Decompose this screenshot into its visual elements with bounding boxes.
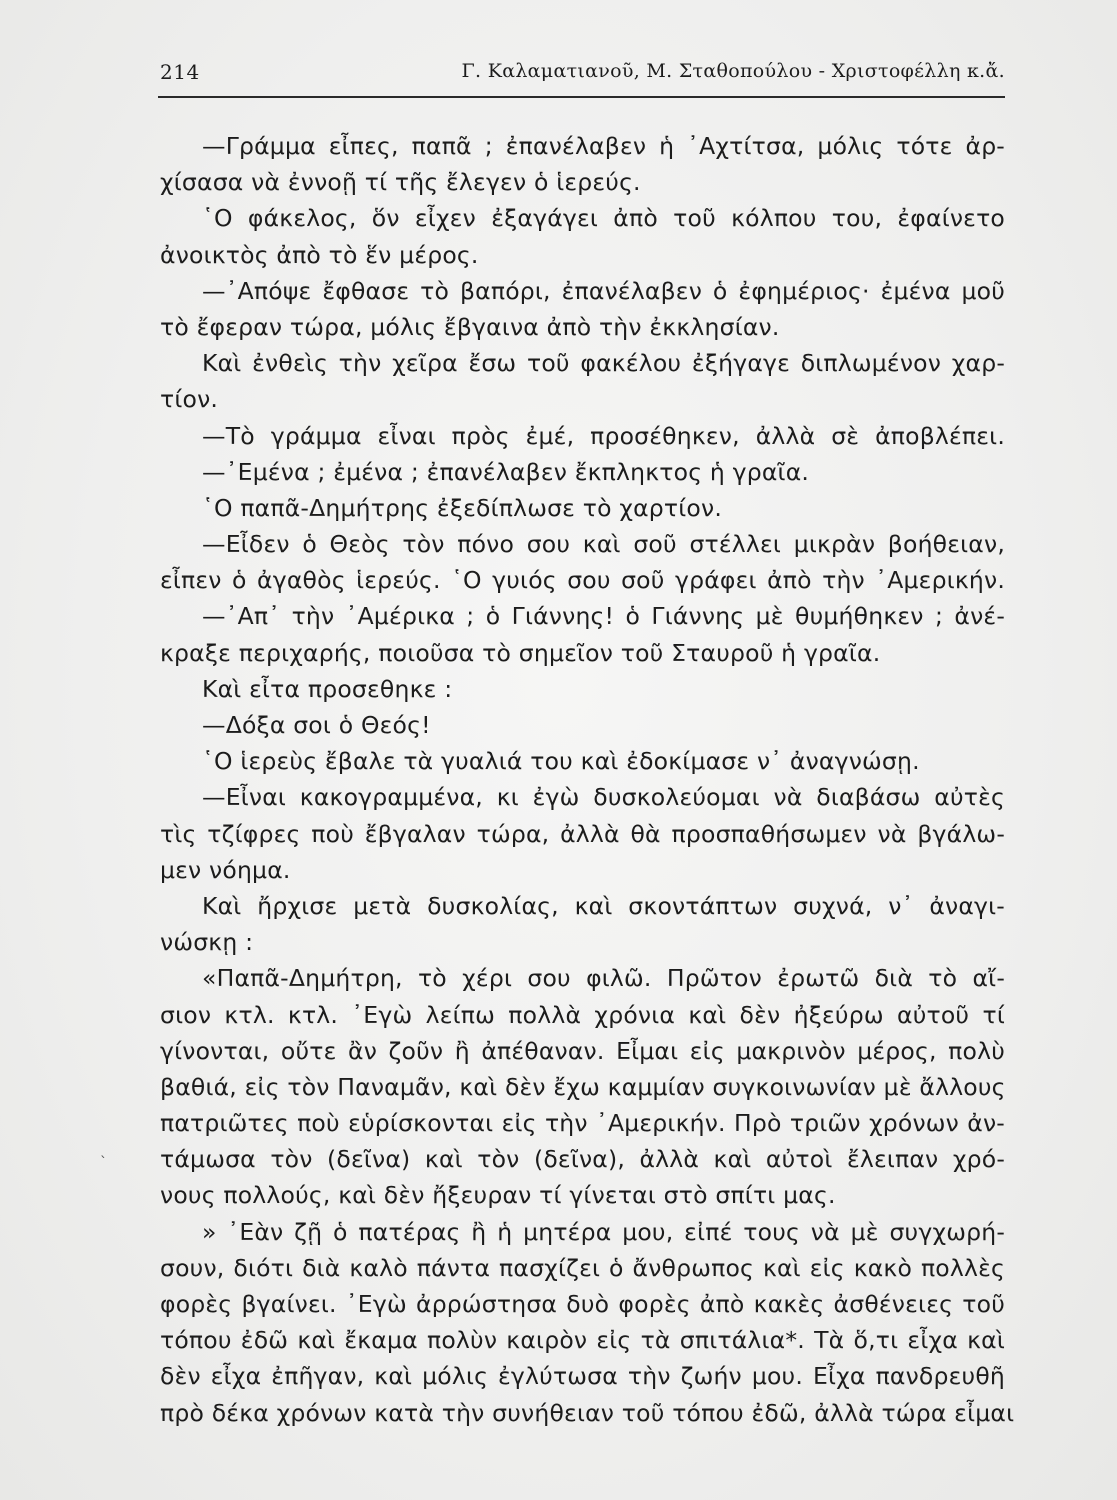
page-header	[160, 56, 1005, 90]
text-line: —᾿Εμένα ; ἐμένα ; ἐπανέλαβεν ἔκπληκτος ἡ γραῖα.	[202, 457, 810, 486]
text-line: γίνονται, οὔτε ἂν ζοῦν ἢ ἀπέθαναν. Εἶμαι εἰς μακρινὸν μέρος, πολὺ	[160, 1036, 1005, 1065]
text-line: ἀνοικτὸς ἀπὸ τὸ ἕν μέρος.	[160, 240, 479, 269]
stray-mark: `	[100, 1155, 107, 1171]
text-line: κραξε περιχαρής, ποιοῦσα τὸ σημεῖον τοῦ Σταυροῦ ἡ γραῖα.	[160, 638, 881, 667]
text-line: Καὶ ἤρχισε μετὰ δυσκολίας, καὶ σκοντάπτων συχνά, ν᾿ ἀναγι-	[202, 891, 1005, 920]
text-line: εἶπεν ὁ ἀγαθὸς ἱερεύς. ῾Ο γυιός σου σοῦ γράφει ἀπὸ τὴν ᾿Αμερικήν.	[160, 566, 1005, 595]
text-line: βαθιά, εἰς τὸν Παναμᾶν, καὶ δὲν ἔχω καμμίαν συγκοινωνίαν μὲ ἄλλους	[160, 1072, 1006, 1101]
text-line: νώσκῃ :	[160, 928, 254, 957]
text-line: » ᾿Εὰν ζῇ ὁ πατέρας ἢ ἡ μητέρα μου, εἰπέ τους νὰ μὲ συγχωρή-	[202, 1217, 1005, 1246]
text-line: πατριῶτες ποὺ εὑρίσκονται εἰς τὴν ᾿Αμερικήν. Πρὸ τριῶν χρόνων ἀν-	[160, 1109, 1005, 1138]
text-line: δὲν εἶχα ἐπῆγαν, καὶ μόλις ἐγλύτωσα τὴν ζωήν μου. Εἶχα πανδρευθῆ	[160, 1362, 1005, 1391]
text-line: σουν, διότι διὰ καλὸ πάντα πασχίζει ὁ ἄνθρωπος καὶ εἰς κακὸ πολλὲς	[160, 1253, 1005, 1282]
text-line: «Παπᾶ-Δημήτρη, τὸ χέρι σου φιλῶ. Πρῶτον ἐρωτῶ διὰ τὸ αἴ-	[202, 964, 1005, 993]
text-line: Καὶ εἶτα προσεθηκε :	[202, 674, 453, 703]
text-line: —᾿Απ᾿ τὴν ᾿Αμέρικα ; ὁ Γιάννης! ὁ Γιάννης μὲ θυμήθηκεν ; ἀνέ-	[202, 602, 1005, 631]
text-line: πρὸ δέκα χρόνων κατὰ τὴν συνήθειαν τοῦ τόπου ἐδῶ, ἀλλὰ τώρα εἶμαι	[160, 1398, 1015, 1427]
text-line: χίσασα νὰ ἐννοῇ τί τῆς ἔλεγεν ὁ ἱερεύς.	[160, 168, 641, 197]
running-head: Γ. Καλαματιανοῦ, Μ. Σταθοπούλου - Χριστοφέλλη κ.ἄ.	[461, 60, 1005, 82]
text-line: τάμωσα τὸν (δεῖνα) καὶ τὸν (δεῖνα), ἀλλὰ καὶ αὐτοὶ ἔλειπαν χρό-	[160, 1145, 1005, 1174]
page-number: 214	[160, 60, 200, 84]
text-line: —᾿Απόψε ἔφθασε τὸ βαπόρι, ἐπανέλαβεν ὁ ἐφημέριος· ἐμένα μοῦ	[202, 276, 1005, 305]
text-line: τίον.	[160, 385, 219, 414]
body-text	[160, 128, 1015, 1431]
text-line: —Γράμμα εἶπες, παπᾶ ; ἐπανέλαβεν ἡ ᾿Αχτίτσα, μόλις τότε ἀρ-	[202, 132, 1005, 160]
text-line: Καὶ ἐνθεὶς τὴν χεῖρα ἔσω τοῦ φακέλου ἐξήγαγε διπλωμένον χαρ-	[202, 349, 1005, 378]
text-line: νους πολλούς, καὶ δὲν ἤξευραν τί γίνεται στὸ σπίτι μας.	[160, 1181, 836, 1210]
text-line: σιον κτλ. κτλ. ᾿Εγὼ λείπω πολλὰ χρόνια καὶ δὲν ἠξεύρω αὐτοῦ τί	[160, 1000, 1005, 1029]
text-line: φορὲς βγαίνει. ᾿Εγὼ ἀρρώστησα δυὸ φορὲς ἀπὸ κακὲς ἀσθένειες τοῦ	[160, 1290, 1005, 1318]
text-line: τὸ ἔφεραν τώρα, μόλις ἔβγαινα ἀπὸ τὴν ἐκκλησίαν.	[160, 312, 780, 341]
text-line: τὶς τζίφρες ποὺ ἔβγαλαν τώρα, ἀλλὰ θὰ προσπαθήσωμεν νὰ βγάλω-	[160, 819, 1005, 848]
text-line: μεν νόημα.	[160, 855, 291, 884]
text-line: ῾Ο φάκελος, ὅν εἶχεν ἐξαγάγει ἀπὸ τοῦ κόλπου του, ἐφαίνετο	[202, 204, 1005, 233]
text-line: —Εἶδεν ὁ Θεὸς τὸν πόνο σου καὶ σοῦ στέλλει μικρὰν βοήθειαν,	[202, 530, 1005, 559]
text-line: —Τὸ γράμμα εἶναι πρὸς ἐμέ, προσέθηκεν, ἀλλὰ σὲ ἀποβλέπει.	[202, 421, 1005, 450]
text-line: —Εἶναι κακογραμμένα, κι ἐγὼ δυσκολεύομαι νὰ διαβάσω αὐτὲς	[202, 783, 1005, 812]
header-rule	[158, 96, 1005, 98]
text-line: —Δόξα σοι ὁ Θεός!	[202, 711, 431, 739]
text-line: ῾Ο παπᾶ-Δημήτρης ἐξεδίπλωσε τὸ χαρτίον.	[202, 493, 723, 522]
text-line: τόπου ἐδῶ καὶ ἔκαμα πολὺν καιρὸν εἰς τὰ σπιτάλια*. Τὰ ὅ,τι εἶχα καὶ	[160, 1326, 1005, 1355]
text-line: ῾Ο ἱερεὺς ἔβαλε τὰ γυαλιά του καὶ ἐδοκίμασε ν᾿ ἀναγνώσῃ.	[202, 747, 920, 776]
